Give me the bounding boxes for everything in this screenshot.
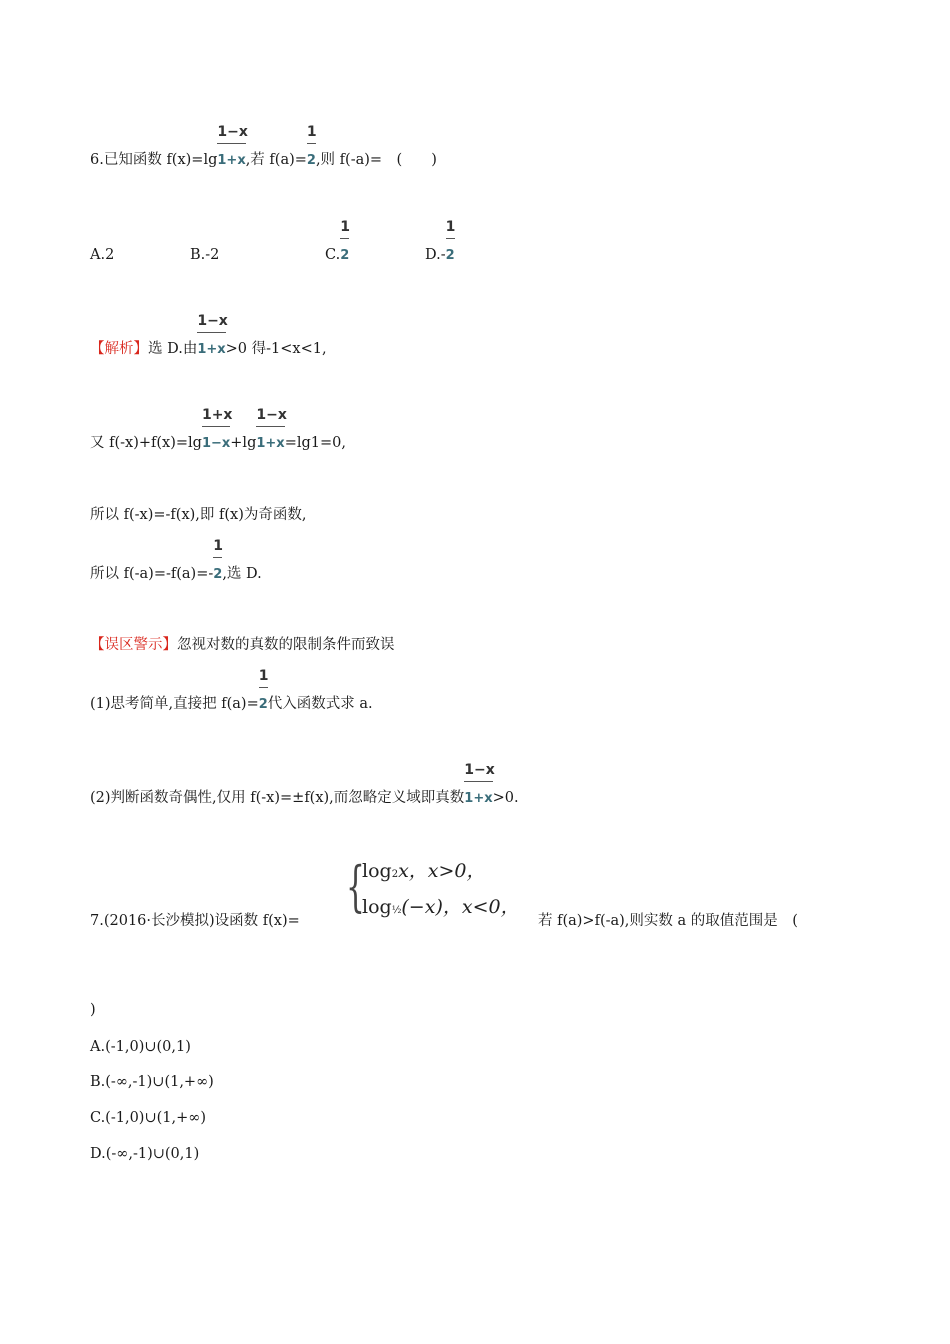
solution-line-1: 【解析】选 D.由 $\frac{1-x}{1+x}>0$ 得-1<x<1, bbox=[90, 313, 327, 357]
option-d: D.- $\frac{1}{2}$ bbox=[425, 219, 456, 263]
q7-stem-pre: 7.(2016·长沙模拟)设函数 f(x)= bbox=[90, 913, 300, 929]
fraction: $\frac{1}{2}$ bbox=[306, 124, 317, 168]
warning-tag: 【误区警示】 bbox=[90, 637, 177, 653]
q7-option-d: D.(-∞,-1)∪(0,1) bbox=[90, 1146, 200, 1162]
fraction: $\frac{1-x}{1+x}$ bbox=[217, 124, 248, 168]
q6-options bbox=[90, 219, 490, 265]
q7-stem-close: ) bbox=[90, 1002, 96, 1018]
option-a: A.2 bbox=[90, 247, 115, 263]
q7-option-c: C.(-1,0)∪(1,+∞) bbox=[90, 1110, 206, 1126]
solution-tag: 【解析】 bbox=[90, 341, 148, 357]
q6-stem: 6.已知函数 f(x)=lg $\frac{1-x}{1+x}$,若 f(a)= $\frac{1}{2}$,则 f(-a)= ( ) bbox=[90, 150, 437, 171]
q7-stem-post: 若 f(a)>f(-a),则实数 a 的取值范围是 ( bbox=[538, 913, 798, 929]
warning-point-2: (2)判断函数奇偶性,仅用 f(-x)=±f(x),而忽略定义域即真数 $\frac{1-x}{1+x}>0$. bbox=[90, 762, 519, 806]
piecewise-function bbox=[346, 852, 542, 932]
option-c: C. $\frac{1}{2}$ bbox=[325, 219, 350, 263]
solution-line-4: 所以 f(-a)=-f(a)=- $\frac{1}{2}$,选 D. bbox=[90, 538, 262, 582]
q7-option-b: B.(-∞,-1)∪(1,+∞) bbox=[90, 1074, 214, 1090]
solution-line-2: 又 f(-x)+f(x)=lg $\frac{1+x}{1-x}+\lg$ $\frac{1-x}{1+x}=\lg 1=0$, bbox=[90, 407, 346, 451]
brace-icon: { bbox=[346, 855, 365, 918]
case-2: log½(−x)，x<0， bbox=[362, 896, 520, 918]
case-1: log2x，x>0， bbox=[362, 860, 486, 882]
q7-option-a: A.(-1,0)∪(0,1) bbox=[90, 1039, 191, 1055]
option-b: B.-2 bbox=[190, 247, 220, 263]
warning-point-1: (1)思考简单,直接把 f(a)= $\frac{1}{2}$代入函数式求 a. bbox=[90, 668, 373, 712]
solution-line-3: 所以 f(-x)=-f(x),即 f(x)为奇函数, bbox=[90, 507, 307, 523]
warning-title: 【误区警示】忽视对数的真数的限制条件而致误 bbox=[90, 637, 395, 653]
